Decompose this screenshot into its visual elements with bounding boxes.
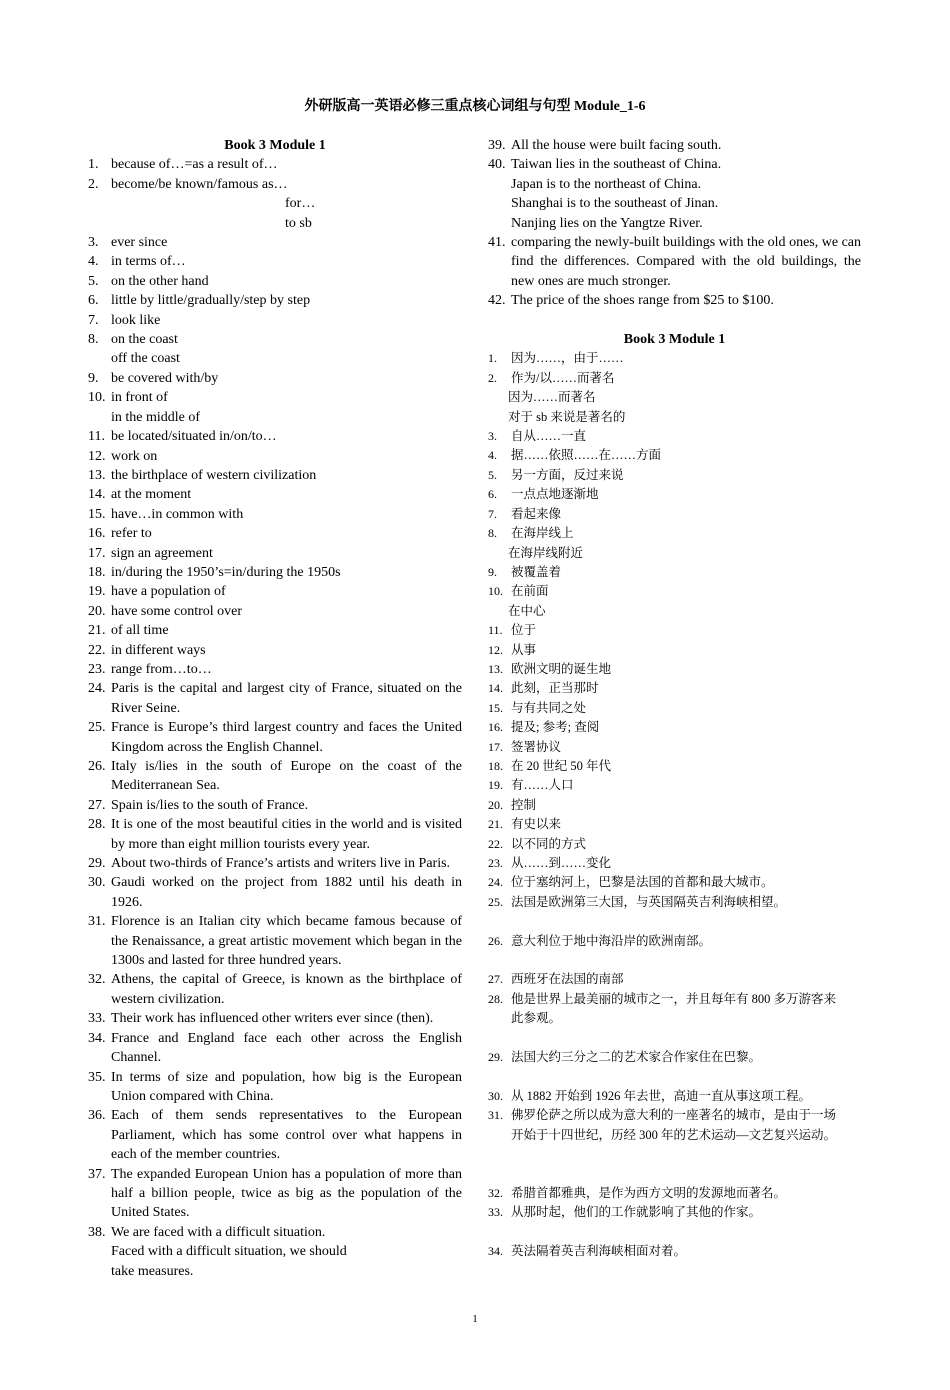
item-number: 19. (88, 584, 106, 600)
item-number: 32. (488, 1185, 503, 1200)
item-text: 有史以来 (511, 817, 562, 832)
list-item (88, 1068, 462, 1107)
list-item (488, 679, 861, 698)
item-text-line: 在中心 (508, 603, 546, 618)
item-text-line: take measures. (111, 1263, 194, 1279)
item-text: in front of (111, 390, 168, 406)
item-number: 3. (88, 235, 99, 251)
item-text: 从事 (511, 642, 537, 657)
list-item (88, 233, 462, 252)
list-item (488, 873, 861, 892)
item-text: 从……到……变化 (511, 856, 612, 871)
item-text: 此刻，正当那时 (511, 681, 599, 696)
item-text: comparing the newly-built buildings with the old ones, we can find the differences. Compared with the old buildings, the new ones are much stronger. (511, 235, 861, 289)
item-text: 在前面 (511, 584, 549, 599)
item-text: France is Europe’s third largest country and faces the United Kingdom across the English Channel. (111, 720, 462, 755)
item-text-extra: to sb (285, 215, 312, 231)
item-number: 20. (488, 797, 503, 812)
list-item (488, 757, 861, 776)
item-text-line: off the coast (111, 351, 180, 367)
list-item (88, 757, 462, 796)
item-number: 7. (88, 312, 99, 328)
item-number: 1. (88, 157, 99, 173)
item-number: 24. (488, 875, 503, 890)
item-number: 7. (488, 506, 497, 521)
list-item (88, 291, 462, 310)
list-item (88, 466, 462, 485)
list-item (88, 912, 462, 970)
item-number: 12. (88, 448, 106, 464)
list-item (488, 796, 861, 815)
item-number: 5. (488, 467, 497, 482)
list-item (88, 815, 462, 854)
item-number: 33. (88, 1011, 106, 1027)
list-item (488, 718, 861, 737)
spacer (488, 1067, 861, 1086)
item-number: 16. (88, 526, 106, 542)
item-text: 西班牙在法国的南部 (511, 972, 624, 987)
list-item (88, 505, 462, 524)
list-item (488, 1242, 861, 1261)
list-item (488, 1203, 861, 1222)
item-number: 38. (88, 1224, 106, 1240)
item-number: 42. (488, 293, 506, 309)
list-item (488, 776, 861, 795)
item-text: 提及; 参考; 查阅 (511, 720, 600, 735)
spacer (488, 1145, 861, 1184)
item-number: 8. (488, 526, 497, 541)
item-number: 8. (88, 332, 99, 348)
list-item (488, 1184, 861, 1203)
list-item (488, 854, 861, 873)
item-text: Each of them sends representatives to the European Parliament, which has some control over what happens in each of the member countries. (111, 1108, 462, 1163)
list-item (88, 970, 462, 1009)
item-text: 作为/以……而著名 (511, 370, 615, 385)
item-number: 3. (488, 429, 497, 444)
item-number: 25. (488, 894, 503, 909)
list-item (488, 738, 861, 757)
item-text: 有……人口 (511, 778, 574, 793)
item-number: 4. (488, 448, 497, 463)
item-text: 在 20 世纪 50 年代 (511, 758, 612, 773)
item-number: 25. (88, 720, 106, 736)
item-text: 据……依照……在……方面 (511, 448, 662, 463)
item-text: Gaudi worked on the project from 1882 until his death in 1926. (111, 875, 462, 910)
item-number: 33. (488, 1205, 503, 1220)
item-number: 40. (488, 157, 506, 173)
list-item (488, 1106, 861, 1145)
item-number: 10. (88, 390, 106, 406)
list-item (88, 369, 462, 388)
item-number: 37. (88, 1166, 106, 1182)
spacer (488, 951, 861, 970)
item-text: In terms of size and population, how big is the European Union compared with China. (111, 1069, 462, 1104)
list-item (488, 893, 861, 912)
list-item (488, 1087, 861, 1106)
list-item (488, 641, 861, 660)
item-text: 在海岸线上 (511, 526, 574, 541)
item-text: of all time (111, 623, 169, 639)
list-item (488, 427, 861, 446)
item-number: 14. (488, 681, 503, 696)
item-number: 6. (88, 293, 99, 309)
item-text: 意大利位于地中海沿岸的欧洲南部。 (511, 933, 712, 948)
item-number: 16. (488, 720, 503, 735)
item-text: Athens, the capital of Greece, is known as the birthplace of western civilization. (111, 972, 462, 1007)
item-number: 28. (488, 991, 503, 1006)
item-number: 31. (88, 914, 106, 930)
list-item (488, 932, 861, 951)
list-item (88, 311, 462, 330)
item-text-line: 对于 sb 来说是著名的 (508, 409, 626, 424)
item-text-extra: for… (285, 196, 316, 212)
item-number: 36. (88, 1108, 106, 1124)
list-item (488, 155, 861, 233)
item-text: have some control over (111, 603, 243, 619)
item-text-line: Shanghai is to the southeast of Jinan. (511, 196, 719, 212)
item-text: All the house were built facing south. (511, 138, 722, 153)
item-number: 21. (88, 623, 106, 639)
item-text: sign an agreement (111, 545, 213, 561)
chinese-translation-list (488, 349, 861, 1261)
item-text: work on (111, 448, 158, 464)
item-text: the birthplace of western civilization (111, 467, 317, 483)
item-number: 17. (488, 739, 503, 754)
item-number: 20. (88, 603, 106, 619)
list-item (488, 970, 861, 989)
spacer (488, 311, 861, 330)
item-text: have…in common with (111, 506, 244, 522)
item-number: 10. (488, 584, 503, 599)
item-number: 27. (488, 972, 503, 987)
item-text: 签署协议 (511, 739, 562, 754)
list-item (488, 524, 861, 563)
item-text: 从那时起，他们的工作就影响了其他的作家。 (511, 1205, 762, 1220)
list-item (488, 582, 861, 621)
item-number: 15. (88, 506, 106, 522)
item-text: Italy is/lies in the south of Europe on the coast of the Mediterranean Sea. (111, 759, 462, 794)
item-text: 英法隔着英吉利海峡相面对着。 (511, 1244, 687, 1259)
item-number: 22. (88, 642, 106, 658)
item-number: 11. (488, 623, 503, 638)
right-section-heading: Book 3 Module 1 (623, 332, 726, 348)
item-number: 9. (488, 564, 497, 579)
item-text: 看起来像 (511, 506, 562, 521)
list-item (88, 388, 462, 427)
item-text-line: in the middle of (111, 409, 201, 425)
item-number: 34. (88, 1030, 106, 1046)
item-number: 30. (488, 1088, 503, 1103)
list-item (488, 136, 861, 155)
list-item (488, 233, 861, 291)
item-text: 控制 (511, 797, 537, 812)
list-item (488, 369, 861, 427)
item-text: on the other hand (111, 273, 209, 289)
left-section-heading: Book 3 Module 1 (224, 138, 326, 153)
list-item (488, 621, 861, 640)
document-title: 外研版高一英语必修三重点核心词组与句型 Module_1-6 (304, 99, 646, 114)
list-item (88, 1223, 462, 1281)
item-number: 23. (488, 856, 503, 871)
list-item (88, 524, 462, 543)
item-number: 6. (488, 487, 497, 502)
item-number: 28. (88, 817, 106, 833)
item-number: 41. (488, 235, 506, 251)
list-item (88, 272, 462, 291)
item-text-line: Nanjing lies on the Yangtze River. (511, 215, 703, 231)
spacer (488, 1029, 861, 1048)
item-text-line: 因为……而著名 (508, 390, 596, 405)
item-text: 与有共同之处 (511, 700, 587, 715)
item-number: 4. (88, 254, 99, 270)
item-number: 23. (88, 661, 106, 677)
list-item (488, 291, 861, 310)
item-text-line: Faced with a difficult situation, we should (111, 1244, 347, 1260)
list-item (488, 660, 861, 679)
list-item (88, 1165, 462, 1223)
list-item (88, 1106, 462, 1164)
list-item (488, 699, 861, 718)
item-number: 18. (88, 564, 106, 580)
item-text: little by little/gradually/step by step (111, 293, 311, 309)
item-text: 希腊首都雅典，是作为西方文明的发源地而著名。 (511, 1185, 787, 1200)
item-text: The price of the shoes range from $25 to $100. (511, 293, 774, 309)
list-item (88, 1029, 462, 1068)
item-text: at the moment (111, 487, 192, 503)
item-number: 31. (488, 1108, 503, 1123)
list-item (88, 544, 462, 563)
item-number: 5. (88, 273, 99, 289)
list-item (488, 485, 861, 504)
list-item (88, 621, 462, 640)
item-text-continued: 此参观。 (511, 1011, 562, 1026)
list-item (88, 1009, 462, 1028)
item-number: 27. (88, 797, 106, 813)
item-text: look like (111, 312, 161, 328)
list-item (88, 641, 462, 660)
item-text: 被覆盖着 (511, 564, 562, 579)
item-text: Paris is the capital and largest city of France, situated on the River Seine. (111, 681, 462, 716)
spacer (488, 1223, 861, 1242)
list-item (88, 602, 462, 621)
item-text: in terms of… (111, 254, 186, 270)
item-number: 2. (88, 176, 99, 192)
list-item (488, 349, 861, 368)
item-text: About two-thirds of France’s artists and writers live in Paris. (111, 856, 451, 872)
item-text: 法国大约三分之二的艺术家合作家住在巴黎。 (511, 1050, 762, 1065)
item-number: 34. (488, 1244, 503, 1259)
item-text: 自从……一直 (511, 429, 587, 444)
list-item (488, 505, 861, 524)
item-number: 17. (88, 545, 106, 561)
left-column (88, 136, 462, 1281)
list-item (488, 815, 861, 834)
item-text: 佛罗伦萨之所以成为意大利的一座著名的城市，是由于一场 (511, 1108, 837, 1123)
list-item (88, 563, 462, 582)
list-item (88, 582, 462, 601)
spacer (488, 912, 861, 931)
item-text: ever since (111, 235, 168, 251)
list-item (488, 1048, 861, 1067)
page-number: 1 (472, 1313, 478, 1325)
item-text: range from…to… (111, 661, 212, 677)
item-number: 26. (488, 933, 503, 948)
item-text: 位于塞纳河上，巴黎是法国的首都和最大城市。 (511, 875, 774, 890)
right-column (488, 136, 861, 1261)
english-sentence-list-continued (488, 136, 861, 311)
item-text: 从 1882 开始到 1926 年去世，高迪一直从事这项工程。 (511, 1088, 812, 1103)
item-number: 19. (488, 778, 503, 793)
item-text: be located/situated in/on/to… (111, 429, 277, 445)
list-item (88, 175, 462, 233)
item-number: 21. (488, 817, 503, 832)
list-item (488, 563, 861, 582)
item-text: France and England face each other across the English Channel. (111, 1030, 462, 1066)
item-text: 法国是欧洲第三大国，与英国隔英吉利海峡相望。 (511, 894, 787, 909)
item-number: 26. (88, 759, 106, 774)
list-item (88, 660, 462, 679)
item-number: 39. (488, 138, 506, 153)
item-text-continued: 开始于十四世纪，历经 300 年的艺术运动—文艺复兴运动。 (511, 1127, 837, 1142)
item-number: 22. (488, 836, 503, 851)
item-text: 一点点地逐渐地 (511, 487, 599, 502)
list-item (88, 330, 462, 369)
list-item (88, 854, 462, 873)
list-item (88, 155, 462, 174)
item-text: Florence is an Italian city which became famous because of the Renaissance, a great artistic movement which began in the 1300s and lasted for three hundred years. (111, 914, 462, 969)
item-text: 欧洲文明的诞生地 (511, 661, 612, 676)
item-text: The expanded European Union has a population of more than half a billion people, twice as big as the population of the United States. (111, 1166, 462, 1221)
list-item (88, 485, 462, 504)
item-number: 32. (88, 972, 106, 988)
item-text: in different ways (111, 642, 206, 658)
item-text: It is one of the most beautiful cities in the world and is visited by more than eight million tourists every year. (111, 817, 462, 852)
item-number: 35. (88, 1069, 106, 1085)
item-text: 位于 (511, 623, 537, 638)
list-item (88, 873, 462, 912)
list-item (488, 446, 861, 465)
item-text: refer to (111, 526, 152, 542)
item-text: Their work has influenced other writers ever since (then). (111, 1011, 434, 1027)
item-number: 2. (488, 370, 497, 385)
list-item (88, 796, 462, 815)
list-item (488, 835, 861, 854)
item-text: become/be known/famous as… (111, 176, 288, 192)
item-number: 14. (88, 487, 106, 503)
item-number: 18. (488, 758, 503, 773)
item-number: 13. (488, 661, 503, 676)
list-item (88, 718, 462, 757)
item-text: Spain is/lies to the south of France. (111, 797, 309, 813)
item-text: in/during the 1950’s=in/during the 1950s (111, 564, 341, 580)
list-item (88, 252, 462, 271)
item-number: 15. (488, 700, 503, 715)
list-item (488, 990, 861, 1029)
item-text: have a population of (111, 584, 226, 600)
item-number: 30. (88, 875, 106, 891)
item-text: Taiwan lies in the southeast of China. (511, 157, 722, 173)
item-number: 13. (88, 467, 106, 483)
item-text: on the coast (111, 332, 178, 348)
item-text: 以不同的方式 (511, 836, 587, 851)
item-number: 29. (488, 1050, 503, 1065)
item-text: 另一方面，反过来说 (511, 467, 624, 482)
item-text: 因为……，由于…… (511, 351, 624, 366)
list-item (88, 679, 462, 718)
item-number: 24. (88, 681, 106, 697)
item-number: 12. (488, 642, 503, 657)
english-phrase-list (88, 155, 462, 1281)
item-number: 9. (88, 370, 99, 386)
item-text: We are faced with a difficult situation. (111, 1224, 326, 1240)
item-number: 1. (488, 351, 497, 366)
list-item (488, 466, 861, 485)
item-number: 11. (88, 429, 105, 445)
item-text-line: 在海岸线附近 (508, 545, 584, 560)
item-text: 他是世界上最美丽的城市之一，并且每年有 800 多万游客来 (511, 991, 837, 1006)
item-text: because of…=as a result of… (111, 157, 278, 173)
item-number: 29. (88, 856, 106, 872)
list-item (88, 447, 462, 466)
item-text: be covered with/by (111, 370, 219, 386)
list-item (88, 427, 462, 446)
item-text-line: Japan is to the northeast of China. (511, 176, 702, 192)
